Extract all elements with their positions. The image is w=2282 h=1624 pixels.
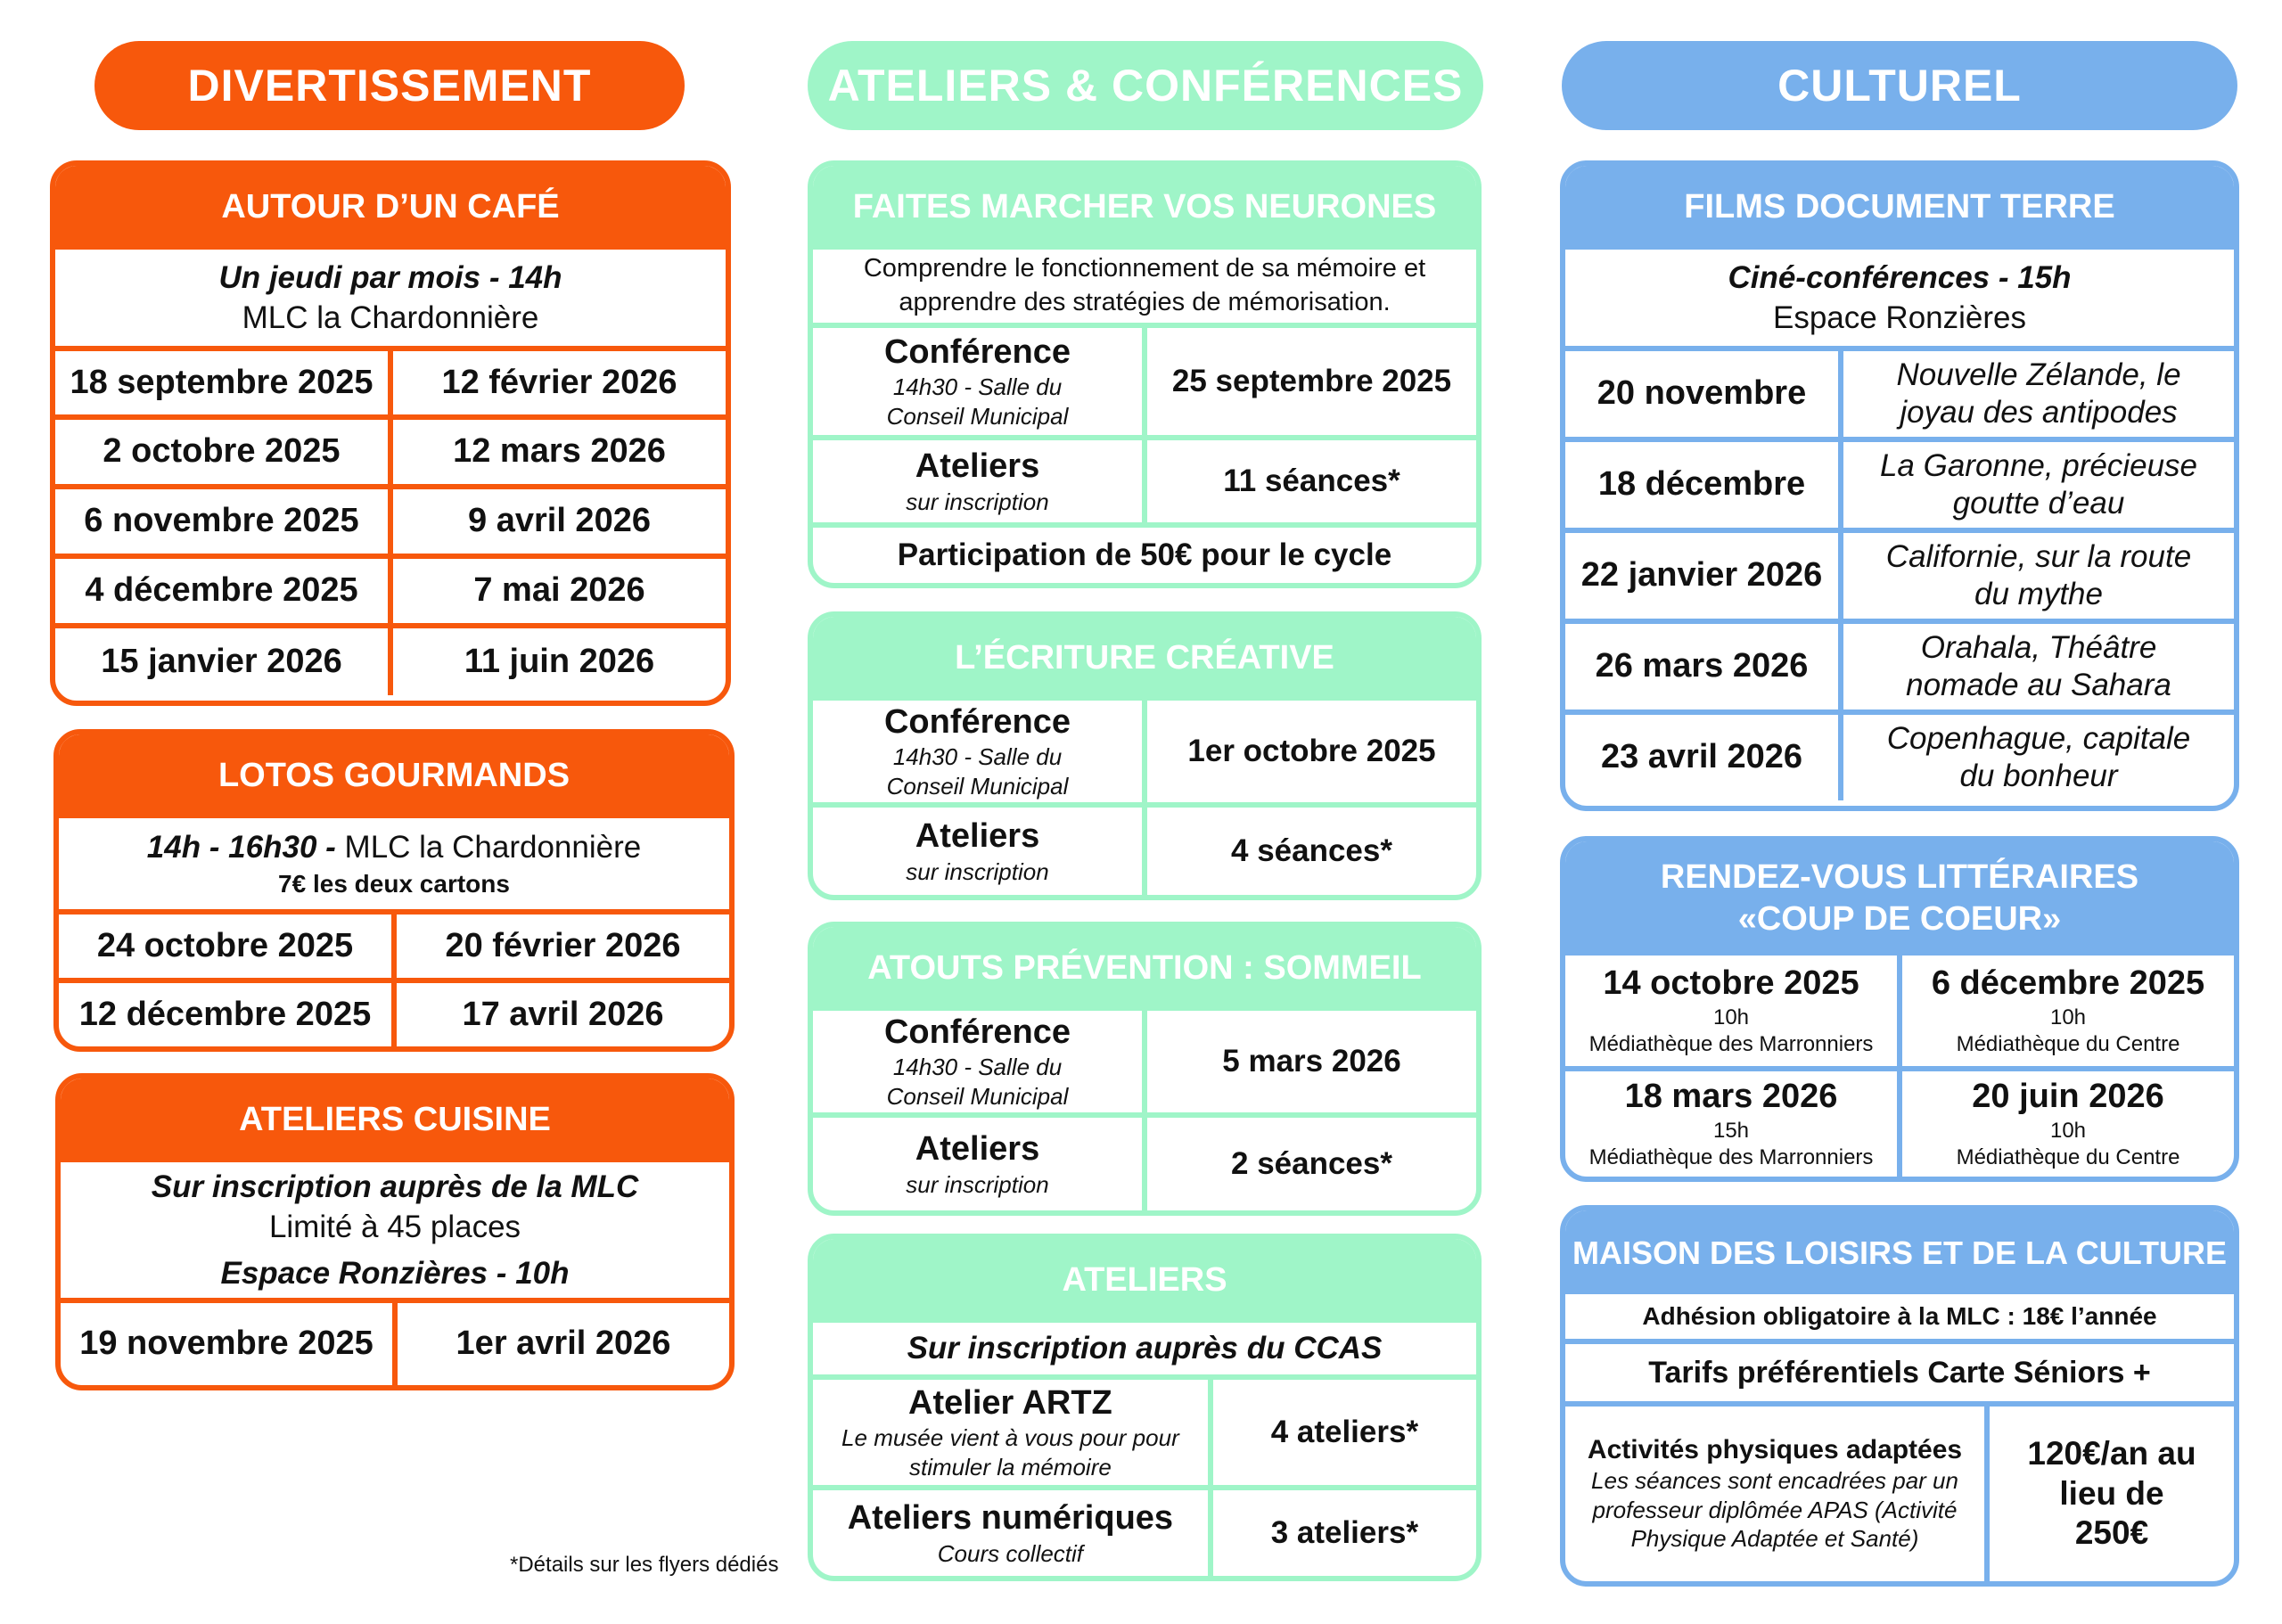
rdv-place: Médiathèque des Marronniers	[1588, 1031, 1874, 1056]
rdv-cell	[1897, 956, 2234, 1066]
ateliers-sub: sur inscription	[906, 488, 1049, 515]
film-date: 26 mars 2026	[1595, 647, 1809, 685]
card-title: L’ÉCRITURE CRÉATIVE	[813, 617, 1476, 701]
artz-sub: Le musée vient à vous pour pour stimuler la mémoire	[841, 1424, 1179, 1480]
activites-sub: Les séances sont encadrées par un professeur diplômée APAS (Activité Physique Adaptée et Santé)	[1591, 1467, 1958, 1553]
ateliers-row	[813, 440, 1476, 528]
date-cell: 2 octobre 2025	[103, 432, 341, 471]
card-rendez-vous-litteraires	[1560, 836, 2239, 1182]
ateliers-cell	[813, 808, 1142, 895]
numeriques-sub: Cours collectif	[937, 1539, 1084, 1567]
info-price: 7€ les deux cartons	[278, 869, 510, 898]
card-ateliers-cuisine	[55, 1073, 735, 1390]
rdv-cell	[1565, 956, 1897, 1066]
card-ateliers	[808, 1234, 1482, 1581]
info-line: Espace Ronzières - 10h	[220, 1255, 570, 1291]
activites-cell	[1565, 1407, 1984, 1581]
rdv-time: 10h	[2049, 1118, 2087, 1143]
film-row	[1565, 351, 2234, 442]
conference-date: 5 mars 2026	[1142, 1011, 1476, 1112]
film-date: 23 avril 2026	[1600, 738, 1803, 776]
film-date: 20 novembre	[1597, 374, 1807, 413]
card-title-line: RENDEZ-VOUS LITTÉRAIRES	[1660, 857, 2139, 896]
numeriques-label: Ateliers numériques	[847, 1498, 1174, 1537]
date-cell: 12 décembre 2025	[78, 995, 372, 1033]
card-autour-cafe	[50, 160, 731, 706]
column-title-ateliers: ATELIERS & CONFÉRENCES	[808, 41, 1483, 130]
rdv-row	[1565, 956, 2234, 1071]
card-lotos-gourmands	[53, 729, 735, 1052]
film-title: Copenhague, capitale du bonheur	[1838, 715, 2234, 800]
card-maison-loisirs-culture	[1560, 1205, 2239, 1587]
date-row	[55, 628, 726, 695]
ateliers-value: 11 séances*	[1142, 440, 1476, 522]
card-info	[1565, 1294, 2234, 1344]
date-cell: 17 avril 2026	[391, 983, 729, 1046]
ateliers-label: Ateliers	[915, 447, 1040, 485]
rdv-time: 10h	[2049, 1005, 2087, 1029]
info-description: Comprendre le fonctionnement de sa mémoire et apprendre des stratégies de mémorisation.	[863, 254, 1426, 316]
conference-row	[813, 701, 1476, 808]
conference-row	[813, 1011, 1476, 1118]
date-row	[59, 915, 729, 983]
card-title: FILMS DOCUMENT TERRE	[1565, 166, 2234, 250]
footnote: *Détails sur les flyers dédiés	[510, 1553, 779, 1577]
rdv-place: Médiathèque du Centre	[1956, 1031, 2180, 1056]
card-title	[1565, 841, 2234, 956]
price-text: 120€/an au lieu de 250€	[1984, 1407, 2234, 1581]
date-cell: 1er avril 2026	[392, 1303, 729, 1385]
conference-sub: 14h30 - Salle du Conseil Municipal	[886, 743, 1069, 800]
conference-label: Conférence	[883, 1013, 1071, 1051]
card-title: AUTOUR D’UN CAFÉ	[55, 166, 726, 250]
rdv-time: 15h	[1712, 1118, 1750, 1143]
ateliers-value: 4 séances*	[1142, 808, 1476, 895]
card-info	[813, 1323, 1476, 1380]
date-row	[55, 559, 726, 628]
info-time: 14h - 16h30 -	[146, 830, 336, 865]
ateliers-sub: sur inscription	[906, 857, 1049, 885]
film-row	[1565, 715, 2234, 800]
card-title: MAISON DES LOISIRS ET DE LA CULTURE	[1565, 1210, 2234, 1294]
column-title-culturel: CULTUREL	[1562, 41, 2237, 130]
ateliers-sub: sur inscription	[906, 1170, 1049, 1198]
ateliers-row	[813, 1118, 1476, 1210]
date-row	[55, 489, 726, 559]
date-row	[55, 351, 726, 420]
card-info	[59, 818, 729, 915]
rdv-row	[1565, 1071, 2234, 1177]
card-info	[55, 250, 726, 351]
card-info	[1565, 1344, 2234, 1407]
conference-cell	[813, 701, 1142, 802]
ateliers-label: Ateliers	[915, 816, 1040, 855]
date-cell: 15 janvier 2026	[101, 642, 342, 680]
date-row	[55, 420, 726, 489]
ateliers-cell	[813, 440, 1142, 522]
conference-sub: 14h30 - Salle du Conseil Municipal	[886, 1054, 1069, 1110]
ateliers-value: 2 séances*	[1142, 1118, 1476, 1210]
numeriques-cell	[813, 1490, 1208, 1576]
card-title: ATELIERS CUISINE	[61, 1079, 729, 1162]
numeriques-value: 3 ateliers*	[1208, 1490, 1476, 1576]
date-cell: 19 novembre 2025	[79, 1325, 373, 1363]
date-cell: 9 avril 2026	[388, 489, 726, 554]
conference-label: Conférence	[883, 702, 1071, 741]
card-info	[61, 1162, 729, 1303]
column-title-divertissement: DIVERTISSEMENT	[94, 41, 685, 130]
rdv-time: 10h	[1712, 1005, 1750, 1029]
date-cell: 12 mars 2026	[388, 420, 726, 484]
date-cell: 4 décembre 2025	[85, 571, 358, 610]
activites-row	[1565, 1407, 2234, 1581]
date-cell: 18 septembre 2025	[70, 363, 373, 401]
numeriques-row	[813, 1490, 1476, 1576]
adhesion-text: Adhésion obligatoire à la MLC : 18€ l’année	[1642, 1301, 2157, 1330]
tarifs-text: Tarifs préférentiels Carte Séniors +	[1648, 1355, 2151, 1390]
info-line	[147, 827, 641, 868]
card-faites-marcher-neurones	[808, 160, 1482, 588]
date-cell: 20 février 2026	[391, 915, 729, 978]
card-title-line: «COUP DE COEUR»	[1737, 900, 2062, 938]
conference-sub: 14h30 - Salle du Conseil Municipal	[886, 373, 1069, 430]
rdv-place: Médiathèque des Marronniers	[1588, 1144, 1874, 1169]
info-line: Espace Ronzières	[1772, 300, 2027, 335]
info-line: MLC la Chardonnière	[242, 300, 539, 335]
activites-label: Activités physiques adaptées	[1587, 1435, 1963, 1465]
artz-label: Atelier ARTZ	[908, 1383, 1112, 1422]
conference-label: Conférence	[883, 332, 1071, 371]
rdv-date: 14 octobre 2025	[1603, 964, 1859, 1003]
date-row	[59, 983, 729, 1046]
info-place: MLC la Chardonnière	[335, 830, 642, 865]
rdv-date: 6 décembre 2025	[1931, 964, 2205, 1003]
rdv-date: 18 mars 2026	[1624, 1078, 1838, 1116]
card-title: FAITES MARCHER VOS NEURONES	[813, 166, 1476, 250]
participation-text: Participation de 50€ pour le cycle	[897, 537, 1392, 572]
film-row	[1565, 624, 2234, 715]
date-cell: 6 novembre 2025	[84, 502, 359, 540]
info-line: Sur inscription auprès de la MLC	[151, 1169, 639, 1204]
info-line: Sur inscription auprès du CCAS	[907, 1331, 1383, 1366]
film-title: Californie, sur la route du mythe	[1838, 533, 2234, 619]
rdv-cell	[1565, 1071, 1897, 1177]
ateliers-cell	[813, 1118, 1142, 1210]
date-row	[61, 1303, 729, 1385]
info-line: Ciné-conférences - 15h	[1728, 259, 2072, 295]
footer-row	[813, 528, 1476, 583]
film-title: La Garonne, précieuse goutte d’eau	[1838, 442, 2234, 528]
card-films-document-terre	[1560, 160, 2239, 811]
card-title: ATOUTS PRÉVENTION : SOMMEIL	[813, 927, 1476, 1011]
rdv-date: 20 juin 2026	[1972, 1078, 2164, 1116]
card-title: LOTOS GOURMANDS	[59, 734, 729, 818]
card-title: ATELIERS	[813, 1239, 1476, 1323]
info-line: Un jeudi par mois - 14h	[218, 259, 562, 295]
film-row	[1565, 533, 2234, 624]
date-cell: 24 octobre 2025	[96, 926, 354, 964]
card-ecriture-creative	[808, 611, 1482, 900]
info-line: Limité à 45 places	[268, 1210, 521, 1245]
date-cell: 11 juin 2026	[388, 628, 726, 695]
conference-date: 1er octobre 2025	[1142, 701, 1476, 802]
rdv-place: Médiathèque du Centre	[1956, 1144, 2180, 1169]
ateliers-row	[813, 808, 1476, 895]
ateliers-label: Ateliers	[915, 1129, 1040, 1168]
date-cell: 12 février 2026	[388, 351, 726, 414]
conference-date: 25 septembre 2025	[1142, 328, 1476, 435]
film-date: 22 janvier 2026	[1580, 556, 1823, 595]
artz-row	[813, 1380, 1476, 1490]
artz-cell	[813, 1380, 1208, 1485]
conference-cell	[813, 1011, 1142, 1112]
film-date: 18 décembre	[1597, 465, 1806, 504]
rdv-cell	[1897, 1071, 2234, 1177]
conference-row	[813, 328, 1476, 440]
artz-value: 4 ateliers*	[1208, 1380, 1476, 1485]
film-row	[1565, 442, 2234, 533]
card-info	[813, 250, 1476, 328]
film-title: Orahala, Théâtre nomade au Sahara	[1838, 624, 2234, 709]
card-atouts-prevention-sommeil	[808, 922, 1482, 1216]
film-title: Nouvelle Zélande, le joyau des antipodes	[1838, 351, 2234, 437]
date-cell: 7 mai 2026	[388, 559, 726, 623]
conference-cell	[813, 328, 1142, 435]
card-info	[1565, 250, 2234, 351]
